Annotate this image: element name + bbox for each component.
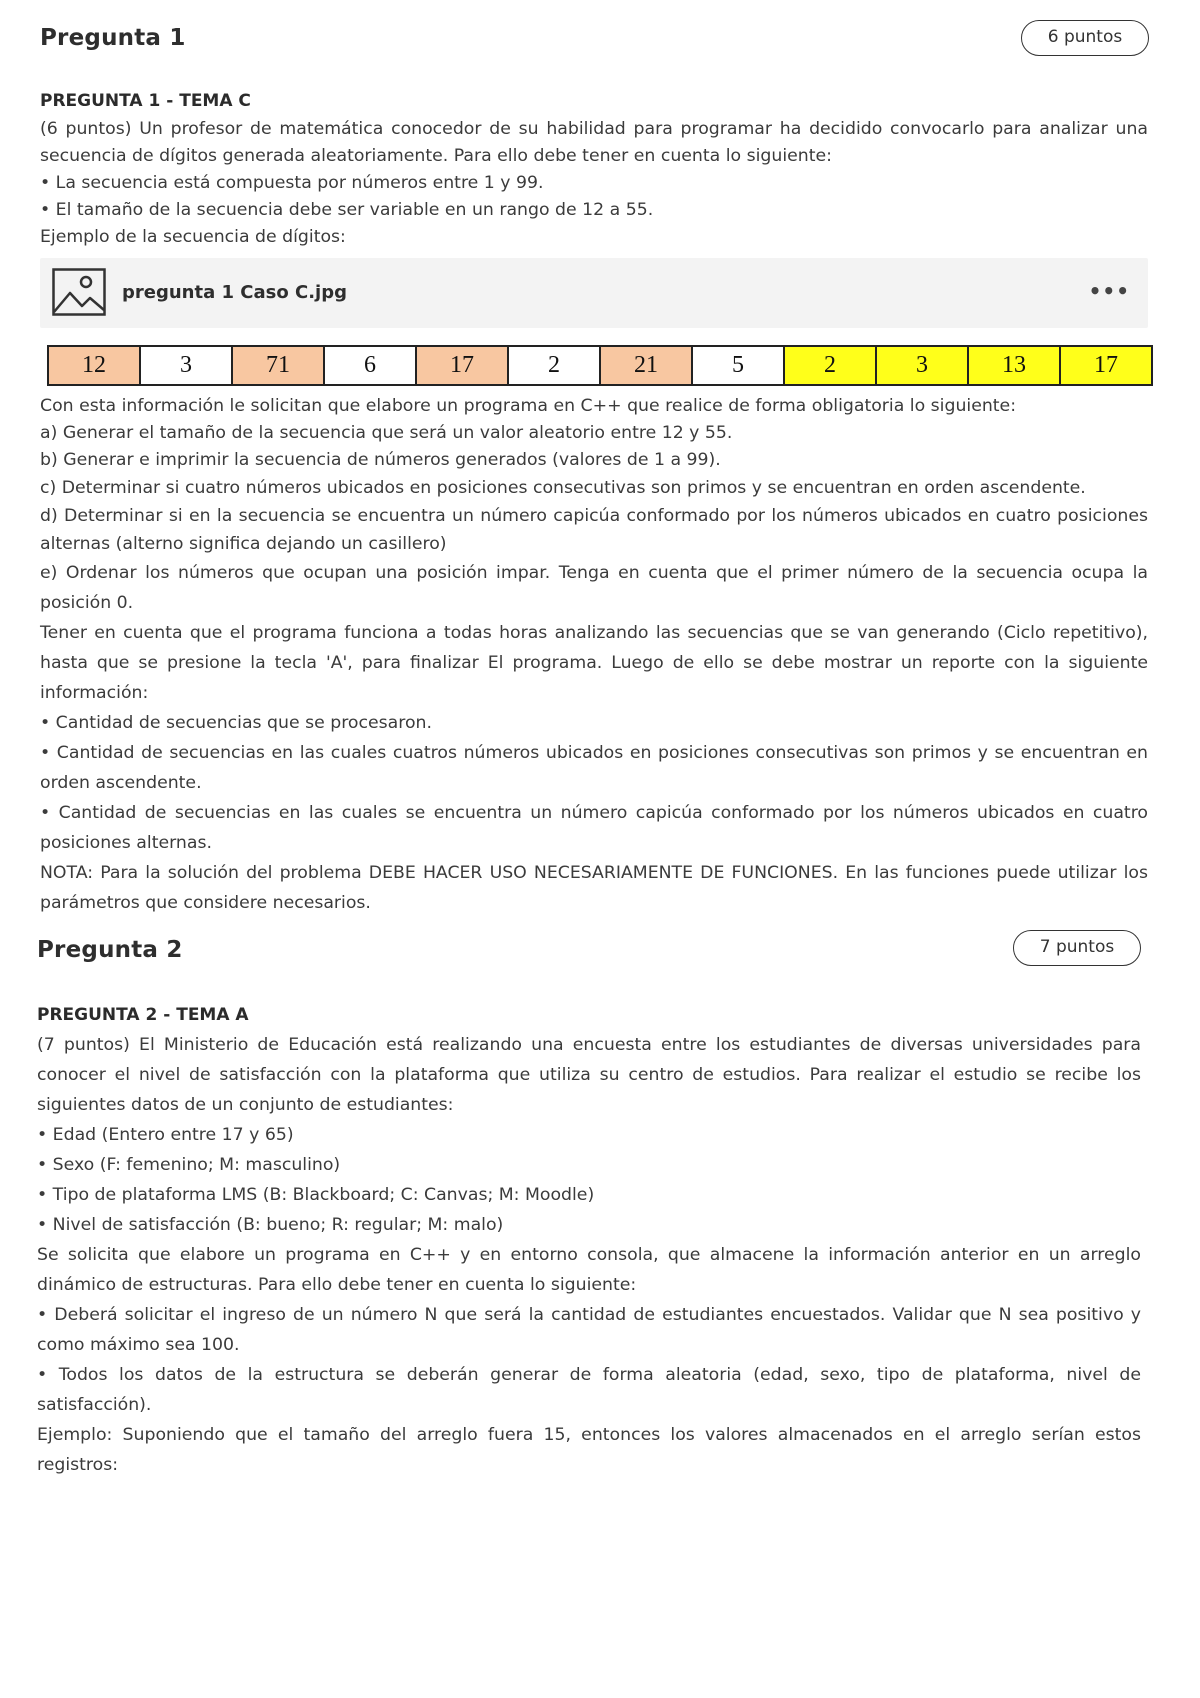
sequence-table: [47, 345, 1153, 386]
question-2-intro-paragraph: (7 puntos) El Ministerio de Educación está realizando una encuesta entre los estudiantes de diversas universidades para conocer el nivel de satisfacción con la plataforma que utiliza su centro de estudios. Para realizar el estudio se recibe los siguientes datos de un conjunto de estudiantes:: [37, 1035, 1141, 1115]
question-2-points-badge: 7 puntos: [1013, 930, 1141, 966]
question-2-requirement-bullet: • Deberá solicitar el ingreso de un número N que será la cantidad de estudiantes encuestados. Validar que N sea positivo y como máximo sea 100.: [37, 1305, 1141, 1355]
question-2-requirement-bullet: • Todos los datos de la estructura se deberán generar de forma aleatoria (edad, sexo, tipo de plataforma, nivel de satisfacción).: [37, 1365, 1141, 1415]
sequence-cell: 5: [692, 346, 784, 385]
sequence-cell: 3: [140, 346, 232, 385]
sequence-cell: 21: [600, 346, 692, 385]
sequence-cell: 12: [48, 346, 140, 385]
question-2-field-bullet: • Edad (Entero entre 17 y 65): [37, 1125, 294, 1145]
question-1-intro-bullet: • La secuencia está compuesta por números entre 1 y 99.: [40, 173, 544, 193]
question-1-item-b: b) Generar e imprimir la secuencia de números generados (valores de 1 a 99).: [40, 450, 721, 470]
question-2-field-bullet: • Nivel de satisfacción (B: bueno; R: regular; M: malo): [37, 1215, 504, 1235]
question-2-field-bullet: • Tipo de plataforma LMS (B: Blackboard; C: Canvas; M: Moodle): [37, 1185, 595, 1205]
attachment-filename[interactable]: pregunta 1 Caso C.jpg: [122, 282, 347, 303]
question-2-header: [0, 928, 1200, 972]
question-1-intro-paragraph: (6 puntos) Un profesor de matemática conocedor de su habilidad para programar ha decidido convocarlo para analizar una secuencia de dígitos generada aleatoriamente. Para ello debe tener en cuenta lo siguiente:: [40, 119, 1148, 166]
question-1-item-d: d) Determinar si en la secuencia se encuentra un número capicúa conformado por los números ubicados en cuatro posiciones alternas (alterno significa dejando un casillero): [40, 506, 1148, 554]
question-1-item-a: a) Generar el tamaño de la secuencia que será un valor aleatorio entre 12 y 55.: [40, 423, 733, 443]
sequence-cell: 17: [416, 346, 508, 385]
question-1-note: NOTA: Para la solución del problema DEBE HACER USO NECESARIAMENTE DE FUNCIONES. En las funciones puede utilizar los parámetros que considere necesarios.: [40, 863, 1148, 913]
question-1-report-bullet: • Cantidad de secuencias en las cuales cuatros números ubicados en posiciones consecutivas son primos y se encuentran en orden ascendente.: [40, 743, 1148, 793]
sequence-cell: 6: [324, 346, 416, 385]
question-2-tema: PREGUNTA 2 - TEMA A: [37, 1005, 249, 1025]
more-options-icon[interactable]: •••: [1088, 279, 1130, 303]
question-1-points-badge: 6 puntos: [1021, 20, 1149, 56]
sequence-cell: 13: [968, 346, 1060, 385]
question-2-title: Pregunta 2: [37, 937, 183, 963]
question-1-title: Pregunta 1: [40, 25, 186, 51]
question-2-example-paragraph: Ejemplo: Suponiendo que el tamaño del arreglo fuera 15, entonces los valores almacenados en el arreglo serían estos registros:: [37, 1425, 1141, 1475]
question-2-body: [37, 1000, 1141, 1480]
sequence-cell: 2: [784, 346, 876, 385]
question-1-header: [0, 16, 1200, 60]
sequence-row: [48, 346, 1152, 385]
question-1-intro-example-label: Ejemplo de la secuencia de dígitos:: [40, 227, 346, 247]
question-1-item-c: c) Determinar si cuatro números ubicados en posiciones consecutivas son primos y se encuentran en orden ascendente.: [40, 478, 1086, 498]
question-1-item-e: e) Ordenar los números que ocupan una posición impar. Tenga en cuenta que el primer número de la secuencia ocupa la posición 0.: [40, 563, 1148, 613]
question-1-body: [40, 393, 1148, 918]
sequence-cell: 17: [1060, 346, 1152, 385]
image-icon: [52, 268, 106, 316]
question-1-intro-bullet: • El tamaño de la secuencia debe ser variable en un rango de 12 a 55.: [40, 200, 654, 220]
question-1-intro: [40, 86, 1148, 251]
attachment-card[interactable]: [40, 258, 1148, 328]
question-1-tema: PREGUNTA 1 - TEMA C: [40, 91, 251, 111]
question-1-body-line: Con esta información le solicitan que elabore un programa en C++ que realice de forma obligatoria lo siguiente:: [40, 396, 1017, 416]
question-2-field-bullet: • Sexo (F: femenino; M: masculino): [37, 1155, 341, 1175]
sequence-cell: 71: [232, 346, 324, 385]
sequence-cell: 3: [876, 346, 968, 385]
sequence-cell: 2: [508, 346, 600, 385]
question-1-report-bullet: • Cantidad de secuencias en las cuales se encuentra un número capicúa conformado por los números ubicados en cuatro posiciones alternas.: [40, 803, 1148, 853]
question-2-program-paragraph: Se solicita que elabore un programa en C++ y en entorno consola, que almacene la información anterior en un arreglo dinámico de estructuras. Para ello debe tener en cuenta lo siguiente:: [37, 1245, 1141, 1295]
question-1-loop-paragraph: Tener en cuenta que el programa funciona a todas horas analizando las secuencias que se van generando (Ciclo repetitivo), hasta que se presione la tecla 'A', para finalizar El programa. Luego de ello se debe mostrar un reporte con la siguiente información:: [40, 623, 1148, 703]
question-1-report-bullet: • Cantidad de secuencias que se procesaron.: [40, 713, 432, 733]
